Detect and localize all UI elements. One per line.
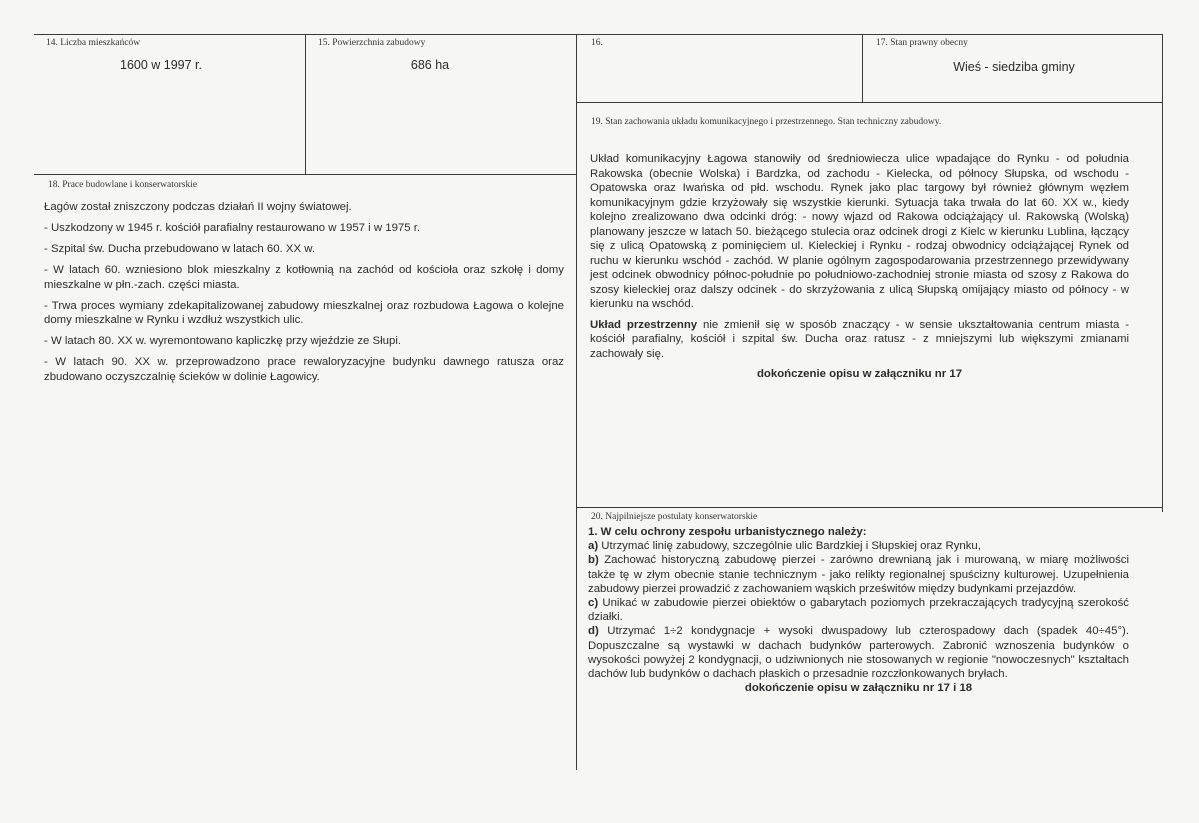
field-20-text	[588, 525, 1129, 695]
field-18-paragraph: - W latach 60. wzniesiono blok mieszkalny z kotłownią na zachód od kościoła oraz szkołę i domy mieszkalne w płn.-zach. części miasta.	[44, 264, 564, 291]
field-20-continuation: dokończenie opisu w załączniku nr 17 i 18	[744, 682, 973, 695]
field-20-item	[588, 553, 1129, 596]
line-below-16-17	[576, 102, 1162, 103]
field-20-label: 20. Najpilniejsze postulaty konserwatorskie	[591, 512, 758, 522]
field-17-value: Wieś - siedziba gminy	[953, 60, 1075, 74]
item-text: Utrzymać linię zabudowy, szczególnie ulic Bardzkiej i Słupskiej oraz Rynku,	[598, 540, 981, 553]
field-20-heading: 1. W celu ochrony zespołu urbanistycznego należy:	[588, 526, 867, 538]
field-14-label: 14. Liczba mieszkańców	[46, 38, 141, 48]
item-text: Unikać w zabudowie pierzei obiektów o gabarytach poziomych przekraczających tradycyjną szerokość działki.	[588, 597, 1129, 624]
field-19-paragraph-rest: nie zmienił się w sposób znaczący - w sensie ukształtowania centrum miasta - kościół parafialny, kościół i szpital św. Ducha oraz ratusz - z mniejszymi lub większymi zmianami zachowały się.	[590, 318, 1129, 360]
top-border	[34, 34, 1162, 35]
divider-16-17	[862, 34, 863, 102]
field-15-value: 686 ha	[410, 58, 450, 72]
field-19-text	[590, 152, 1129, 382]
line-below-14-15	[34, 174, 576, 175]
field-14-value: 1600 w 1997 r.	[120, 58, 203, 72]
field-18-paragraph: Łagów został zniszczony podczas działań II wojny światowej.	[44, 201, 352, 213]
field-18-paragraph: - Trwa proces wymiany zdekapitalizowanej zabudowy mieszkalnej oraz rozbudowa Łagowa o kolejne domy mieszkalne w Rynku i wzdłuż wszystkich ulic.	[44, 299, 564, 326]
item-text: Zachować historyczną zabudowę pierzei - zarówno drewnianą jak i murowaną, w miarę możliwości także tę w złym obecnie stanie technicznym - jako relikty regionalnej spuścizny kulturowej. Uzupełnienia zabudowy pierzei prowadzić z zachowaniem wąskich prześwitów między budynkami przejazdów.	[588, 554, 1129, 595]
field-15-label: 15. Powierzchnia zabudowy	[318, 38, 426, 48]
field-19-paragraph	[590, 318, 1129, 362]
item-marker: d)	[588, 625, 599, 638]
field-17-label: 17. Stan prawny obecny	[876, 38, 968, 48]
field-19-paragraph: Układ komunikacyjny Łagowa stanowiły od średniowiecza ulice wpadające do Rynku - od południa Rakowska (obecnie Wolska) i Bardzka, od zachodu - Kielecka, od północy Słupska, od wschodu - Opatowska oraz Iwańska od płd. wschodu. Rynek jako plac targowy był również głównym węzłem komunikacyjnym gdzie krzyżowały się wszystkie kierunki. Sytuacja taka trwała do lat 60. XX w., kiedy kolejno zrealizowano dwa odcinki dróg: - nowy wjazd od Rakowa odciążający ul. Rakowską (Wolską) planowany jeszcze w latach 50. bieżącego stulecia oraz odcinek drogi z Kielc w kierunku Lublina, łączący się z ulicą Opatowską z pominięciem ul. Kieleckiej i Rynku - rodzaj obwodnicy odciążającej Rynek od ruchu w kierunku wschód - zachód. W planie ogólnym zagospodarowania przestrzennego przewidywany jest odcinek obwodnicy północ-południe po południowo-zachodniej stronie miasta od szosy z Rakowa do szosy kieleckiej oraz dalszy odcinek - do skrzyżowania z ulicą Słupską omijający miasto od północy - w kierunku na wschód.	[590, 153, 1129, 310]
field-18-paragraph: - W latach 90. XX w. przeprowadzono prace rewaloryzacyjne budynku dawnego ratusza oraz zbudowano oczyszczalnię ścieków w dolinie Łagowicy.	[44, 356, 564, 383]
item-marker: a)	[588, 540, 599, 553]
field-20-item	[588, 596, 1129, 624]
field-18-paragraph: - W latach 80. XX w. wyremontowano kapliczkę przy wjeździe ze Słupi.	[44, 335, 402, 347]
field-19-continuation: dokończenie opisu w załączniku nr 17	[756, 368, 963, 380]
right-border	[1162, 34, 1163, 512]
item-text: Utrzymać 1÷2 kondygnacje + wysoki dwuspadowy lub czterospadowy dach (spadek 40÷45°). Dopuszczalne są wystawki w dachach budynków parterowych. Zabronić wznoszenia budynków o wysokości powyżej 2 kondygnacji, o udziwnionych nie stosowanych w regionie "nowoczesnych" kształtach dachów lub budynków o dachach płaskich o przesadnie rozczłonkowanych bryłach.	[588, 625, 1129, 681]
main-vertical-divider	[576, 34, 577, 770]
field-16-label: 16.	[591, 38, 603, 48]
item-marker: c)	[588, 597, 599, 610]
item-marker: b)	[588, 554, 599, 567]
line-below-19	[576, 507, 1162, 508]
field-19-bold-lead: Układ przestrzenny	[590, 318, 698, 331]
field-19-label: 19. Stan zachowania układu komunikacyjnego i przestrzennego. Stan techniczny zabudowy.	[591, 117, 942, 127]
field-20-item	[588, 539, 1129, 553]
field-20-item	[588, 624, 1129, 681]
field-18-text	[44, 200, 564, 391]
divider-14-15	[305, 34, 306, 174]
field-18-label: 18. Prace budowlane i konserwatorskie	[48, 180, 198, 190]
field-18-paragraph: - Uszkodzony w 1945 r. kościół parafialny restaurowano w 1957 i w 1975 r.	[44, 222, 421, 234]
field-18-paragraph: - Szpital św. Ducha przebudowano w latach 60. XX w.	[44, 243, 315, 255]
